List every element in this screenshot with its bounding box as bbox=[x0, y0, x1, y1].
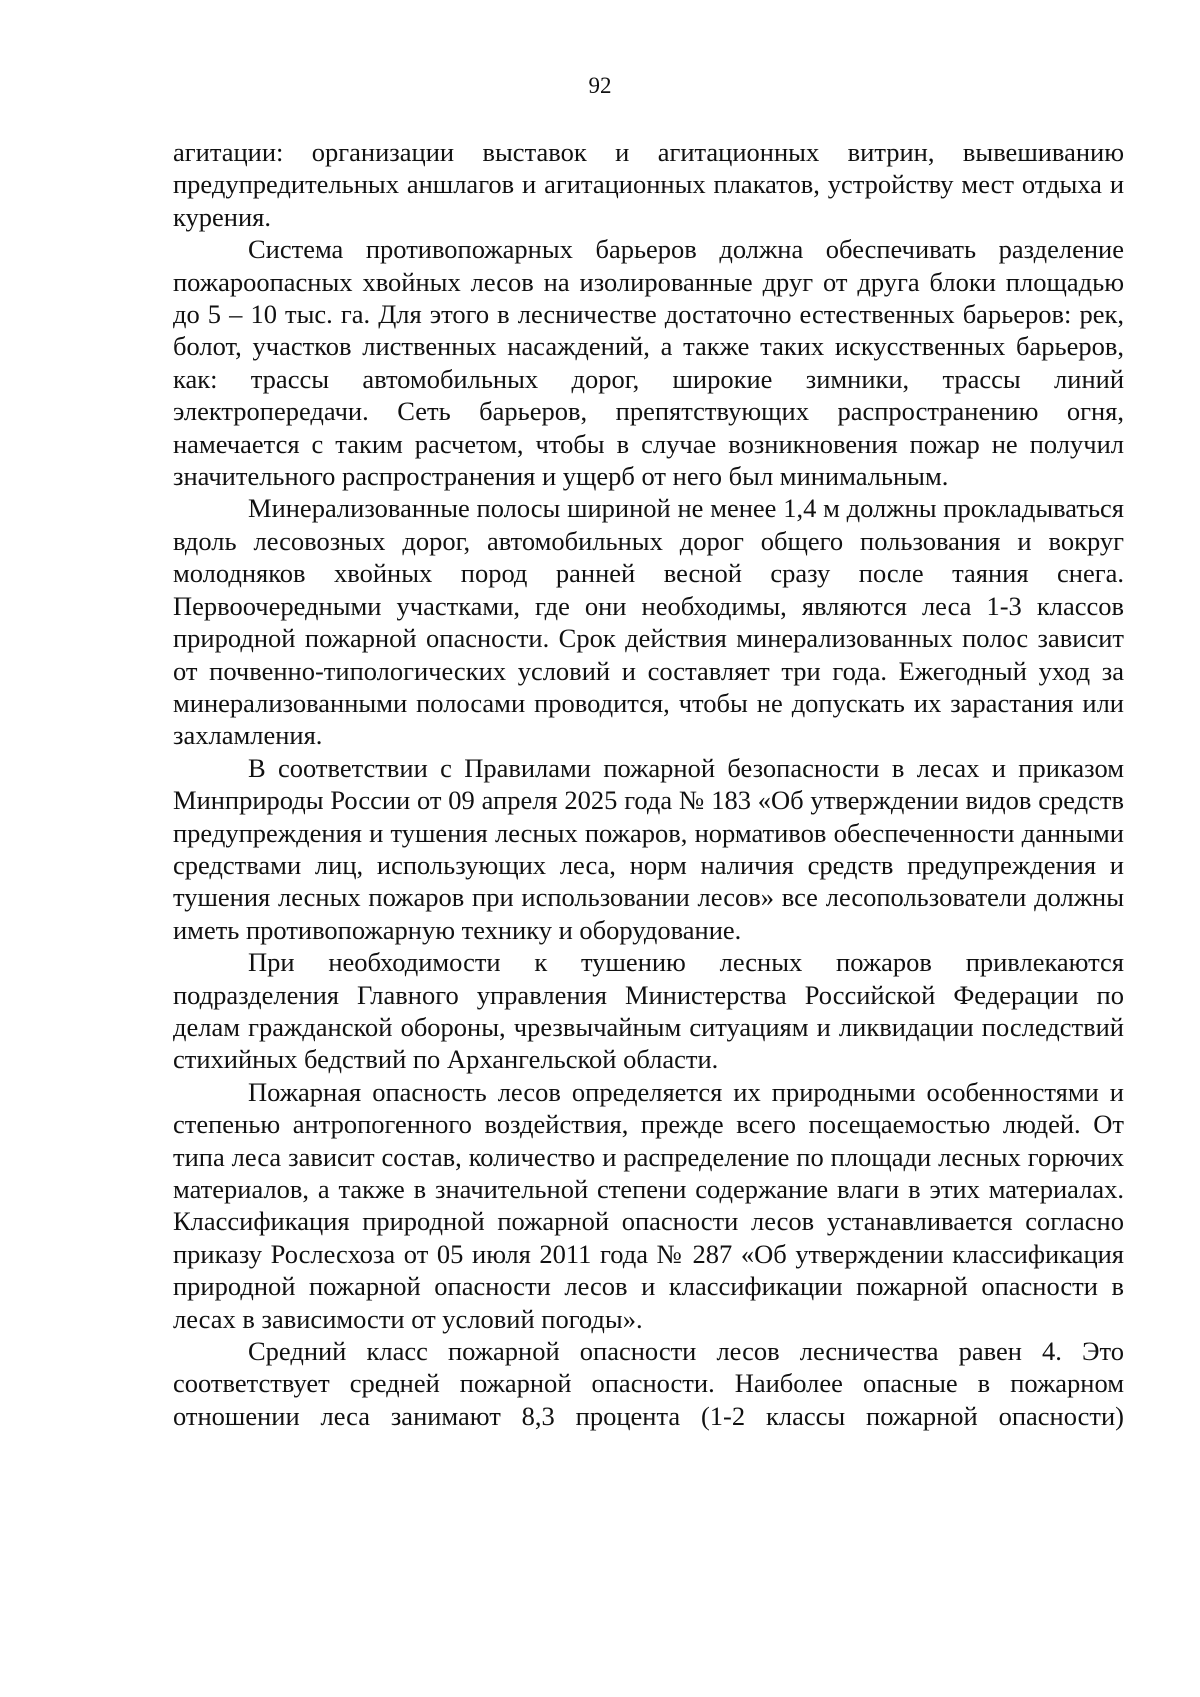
paragraph-5: При необходимости к тушению лесных пожаров привлекаются подразделения Главного управления Министерства Российской Федерации по делам гражданской обороны, чрезвычайным ситуациям и ликвидации последствий стихийных бедствий по Архангельской области. bbox=[173, 947, 1124, 1075]
document-body bbox=[173, 136, 1124, 1432]
page-number: 92 bbox=[588, 73, 612, 98]
paragraph-7: Средний класс пожарной опасности лесов лесничества равен 4. Это соответствует средней пожарной опасности. Наиболее опасные в пожарном отношении леса занимают 8,3 процента (1-2 классы пожарной опасности) bbox=[173, 1336, 1124, 1431]
paragraph-4: В соответствии с Правилами пожарной безопасности в лесах и приказом Минприроды России от 09 апреля 2025 года № 183 «Об утверждении видов средств предупреждения и тушения лесных пожаров, нормативов обеспеченности данными средствами лиц, использующих леса, норм наличия средств предупреждения и тушения лесных пожаров при использовании лесов» все лесопользователи должны иметь противопожарную технику и оборудование. bbox=[173, 752, 1124, 945]
paragraph-3: Минерализованные полосы шириной не менее 1,4 м должны прокладываться вдоль лесовозных дорог, автомобильных дорог общего пользования и вокруг молодняков хвойных пород ранней весной сразу после таяния снега. Первоочередными участками, где они необходимы, являются леса 1-3 классов природной пожарной опасности. Срок действия минерализованных полос зависит от почвенно-типологических условий и составляет три года. Ежегодный уход за минерализованными полосами проводится, чтобы не допускать их зарастания или захламления. bbox=[173, 493, 1124, 751]
paragraph-2: Система противопожарных барьеров должна обеспечивать разделение пожароопасных хвойных лесов на изолированные друг от друга блоки площадью до 5 – 10 тыс. га. Для этого в лесничестве достаточно естественных барьеров: рек, болот, участков лиственных насаждений, а также таких искусственных барьеров, как: трассы автомобильных дорог, широкие зимники, трассы линий электропередачи. Сеть барьеров, препятствующих распространению огня, намечается с таким расчетом, чтобы в случае возникновения пожар не получил значительного распространения и ущерб от него был минимальным. bbox=[173, 234, 1124, 492]
paragraph-1: агитации: организации выставок и агитационных витрин, вывешиванию предупредительных аншлагов и агитационных плакатов, устройству мест отдыха и курения. bbox=[173, 137, 1124, 232]
paragraph-6: Пожарная опасность лесов определяется их природными особенностями и степенью антропогенного воздействия, прежде всего посещаемостью людей. От типа леса зависит состав, количество и распределение по площади лесных горючих материалов, а также в значительной степени содержание влаги в этих материалах. Классификация природной пожарной опасности лесов устанавливается согласно приказу Рослесхоза от 05 июля 2011 года № 287 «Об утверждении классификация природной пожарной опасности лесов и классификации пожарной опасности в лесах в зависимости от условий погоды». bbox=[173, 1076, 1124, 1334]
